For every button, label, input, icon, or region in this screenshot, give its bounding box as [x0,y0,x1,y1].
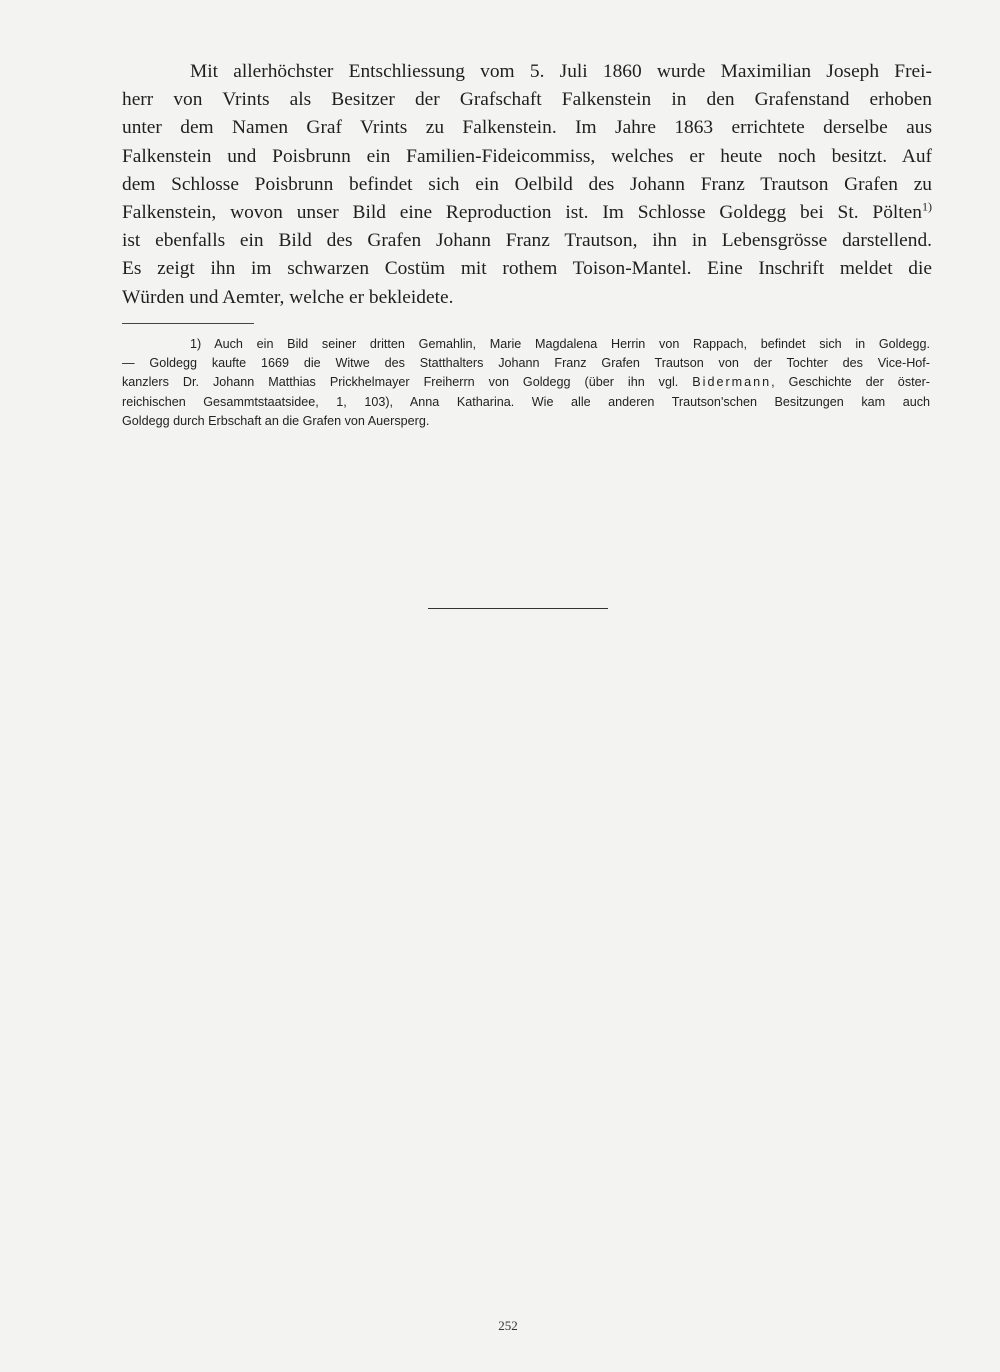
main-line-7: ist ebenfalls ein Bild des Grafen Johann Franz Trautson, ihn in Lebensgrösse darstellend. [122,230,932,252]
footnote-line-3-after: , Geschichte der öster- [771,375,931,390]
footnote-line-4: reichischen Gesammtstaatsidee, 1, 103), Anna Katharina. Wie alle anderen Trautson'schen Besitzungen kam auch [122,394,930,409]
main-line-9: Würden und Aemter, welche er bekleidete. [122,286,454,308]
page-number: 252 [498,1318,518,1333]
main-line-3: unter dem Namen Graf Vrints zu Falkenstein. Im Jahre 1863 errichtete derselbe aus [122,117,932,139]
footnote-marker: 1) [190,337,202,351]
footnote-line-3 [122,373,930,392]
main-line-4: Falkenstein und Poisbrunn ein Familien-Fideicommiss, welches er heute noch besitzt. Auf [122,145,932,167]
footnote-divider [122,323,254,324]
main-line-2: herr von Vrints als Besitzer der Grafschaft Falkenstein in den Grafenstand erhoben [122,89,932,111]
footnote-reference: 1) [921,199,932,214]
main-line-5: dem Schlosse Poisbrunn befindet sich ein Oelbild des Johann Franz Trautson Grafen zu [122,173,932,195]
footnote [122,335,930,431]
main-line-6-text: Falkenstein, wovon unser Bild eine Reproduction ist. Im Schlosse Goldegg bei St. Pölten [122,202,922,224]
footnote-line-5: Goldegg durch Erbschaft an die Grafen von Auersperg. [122,413,430,428]
main-line-8: Es zeigt ihn im schwarzen Costüm mit rothem Toison-Mantel. Eine Inschrift meldet die [122,258,932,280]
footnote-line-2: — Goldegg kaufte 1669 die Witwe des Statthalters Johann Franz Grafen Trautson von der Tochter des Vice-Hof- [122,356,930,371]
main-line-6 [122,199,932,227]
footnote-line-1 [122,335,930,354]
footnote-line-1-text: Auch ein Bild seiner dritten Gemahlin, Marie Magdalena Herrin von Rappach, befindet sich in Goldegg. [201,337,930,351]
main-line-1: Mit allerhöchster Entschliessung vom 5. Juli 1860 wurde Maximilian Joseph Frei- [190,61,932,82]
footnote-author: Bidermann [692,375,772,390]
footnote-line-3-before: kanzlers Dr. Johann Matthias Prickhelmayer Freiherrn von Goldegg (über ihn vgl. [122,375,693,390]
main-paragraph [122,58,932,312]
section-divider [428,608,608,609]
